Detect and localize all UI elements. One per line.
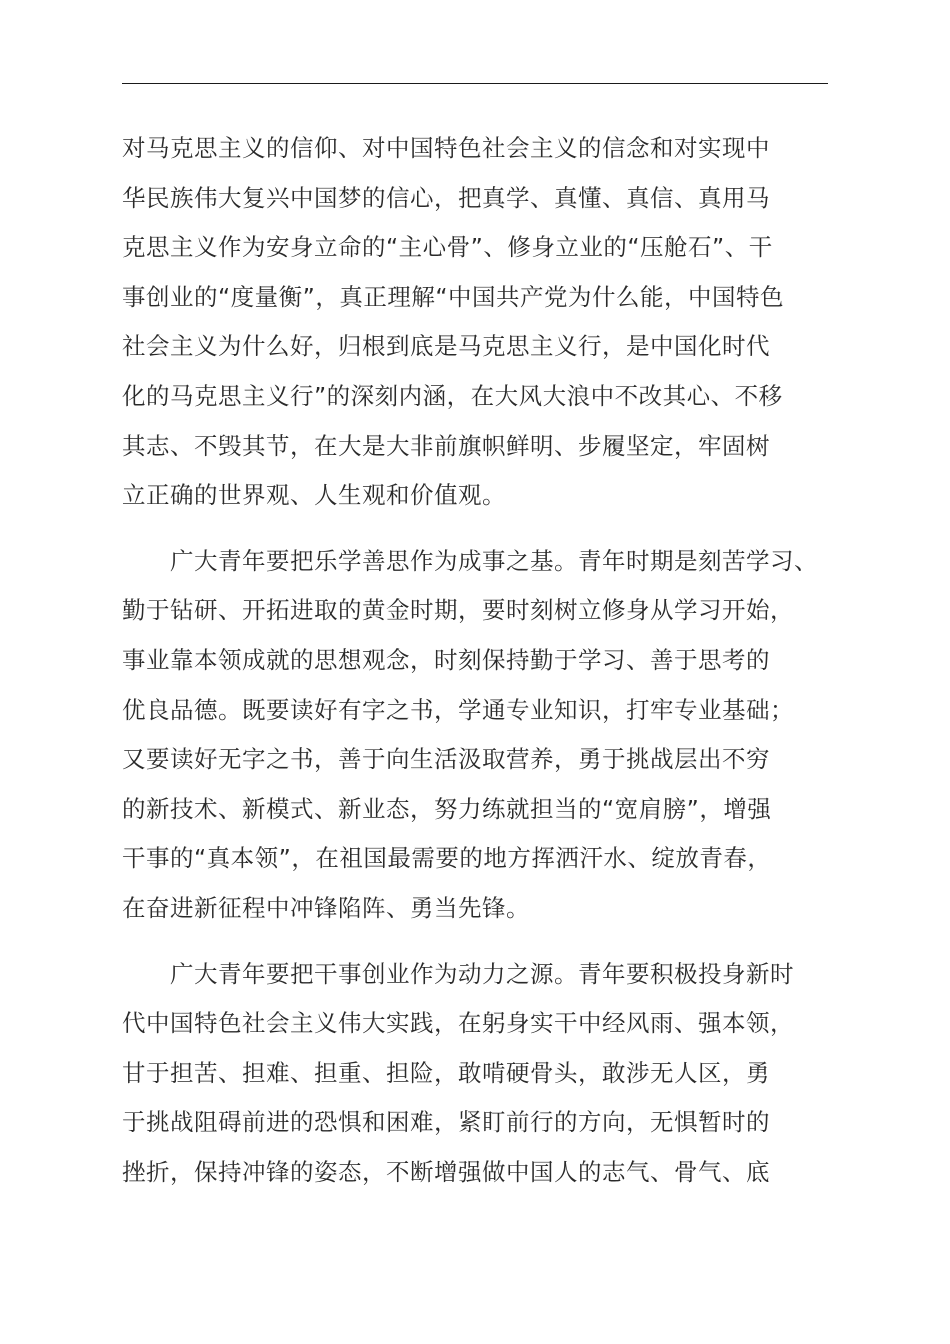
header-rule <box>122 83 828 84</box>
paragraph-gap <box>122 934 828 950</box>
text-line: 甘于担苦、担难、担重、担险，敢啃硬骨头，敢涉无人区，勇 <box>122 1058 770 1087</box>
text-line: 立正确的世界观、人生观和价值观。 <box>122 481 506 510</box>
text-line: 华民族伟大复兴中国梦的信心，把真学、真懂、真信、真用马 <box>122 183 770 212</box>
text-line: 于挑战阻碍前进的恐惧和困难，紧盯前行的方向，无惧暂时的 <box>122 1108 770 1137</box>
text-line: 化的马克思主义行”的深刻内涵，在大风大浪中不改其心、不移 <box>122 381 783 410</box>
text-line: 干事的“真本领”，在祖国最需要的地方挥洒汗水、绽放青春， <box>122 844 772 873</box>
text-line: 在奋进新征程中冲锋陷阵、勇当先锋。 <box>122 893 530 922</box>
text-line: 克思主义作为安身立命的“主心骨”、修身立业的“压舱石”、干 <box>122 233 773 262</box>
text-line: 其志、不毁其节，在大是大非前旗帜鲜明、步履坚定，牢固树 <box>122 431 770 460</box>
text-line: 代中国特色社会主义伟大实践，在躬身实干中经风雨、强本领， <box>122 1009 794 1038</box>
text-line: 勤于钻研、开拓进取的黄金时期，要时刻树立修身从学习开始， <box>122 596 794 625</box>
body-text <box>122 124 828 1197</box>
text-line: 广大青年要把乐学善思作为成事之基。青年时期是刻苦学习、 <box>122 546 818 575</box>
text-line: 的新技术、新模式、新业态，努力练就担当的“宽肩膀”，增强 <box>122 794 772 823</box>
text-line: 挫折，保持冲锋的姿态，不断增强做中国人的志气、骨气、底 <box>122 1157 770 1186</box>
text-line: 事业靠本领成就的思想观念，时刻保持勤于学习、善于思考的 <box>122 645 770 674</box>
text-line: 社会主义为什么好，归根到底是马克思主义行，是中国化时代 <box>122 332 770 361</box>
text-line: 优良品德。既要读好有字之书，学通专业知识，打牢专业基础； <box>122 695 794 724</box>
text-line: 对马克思主义的信仰、对中国特色社会主义的信念和对实现中 <box>122 134 770 162</box>
paragraph-gap <box>122 521 828 537</box>
text-line: 又要读好无字之书，善于向生活汲取营养，勇于挑战层出不穷 <box>122 745 770 774</box>
text-line: 事创业的“度量衡”，真正理解“中国共产党为什么能，中国特色 <box>122 282 785 311</box>
text-line: 广大青年要把干事创业作为动力之源。青年要积极投身新时 <box>122 959 794 988</box>
